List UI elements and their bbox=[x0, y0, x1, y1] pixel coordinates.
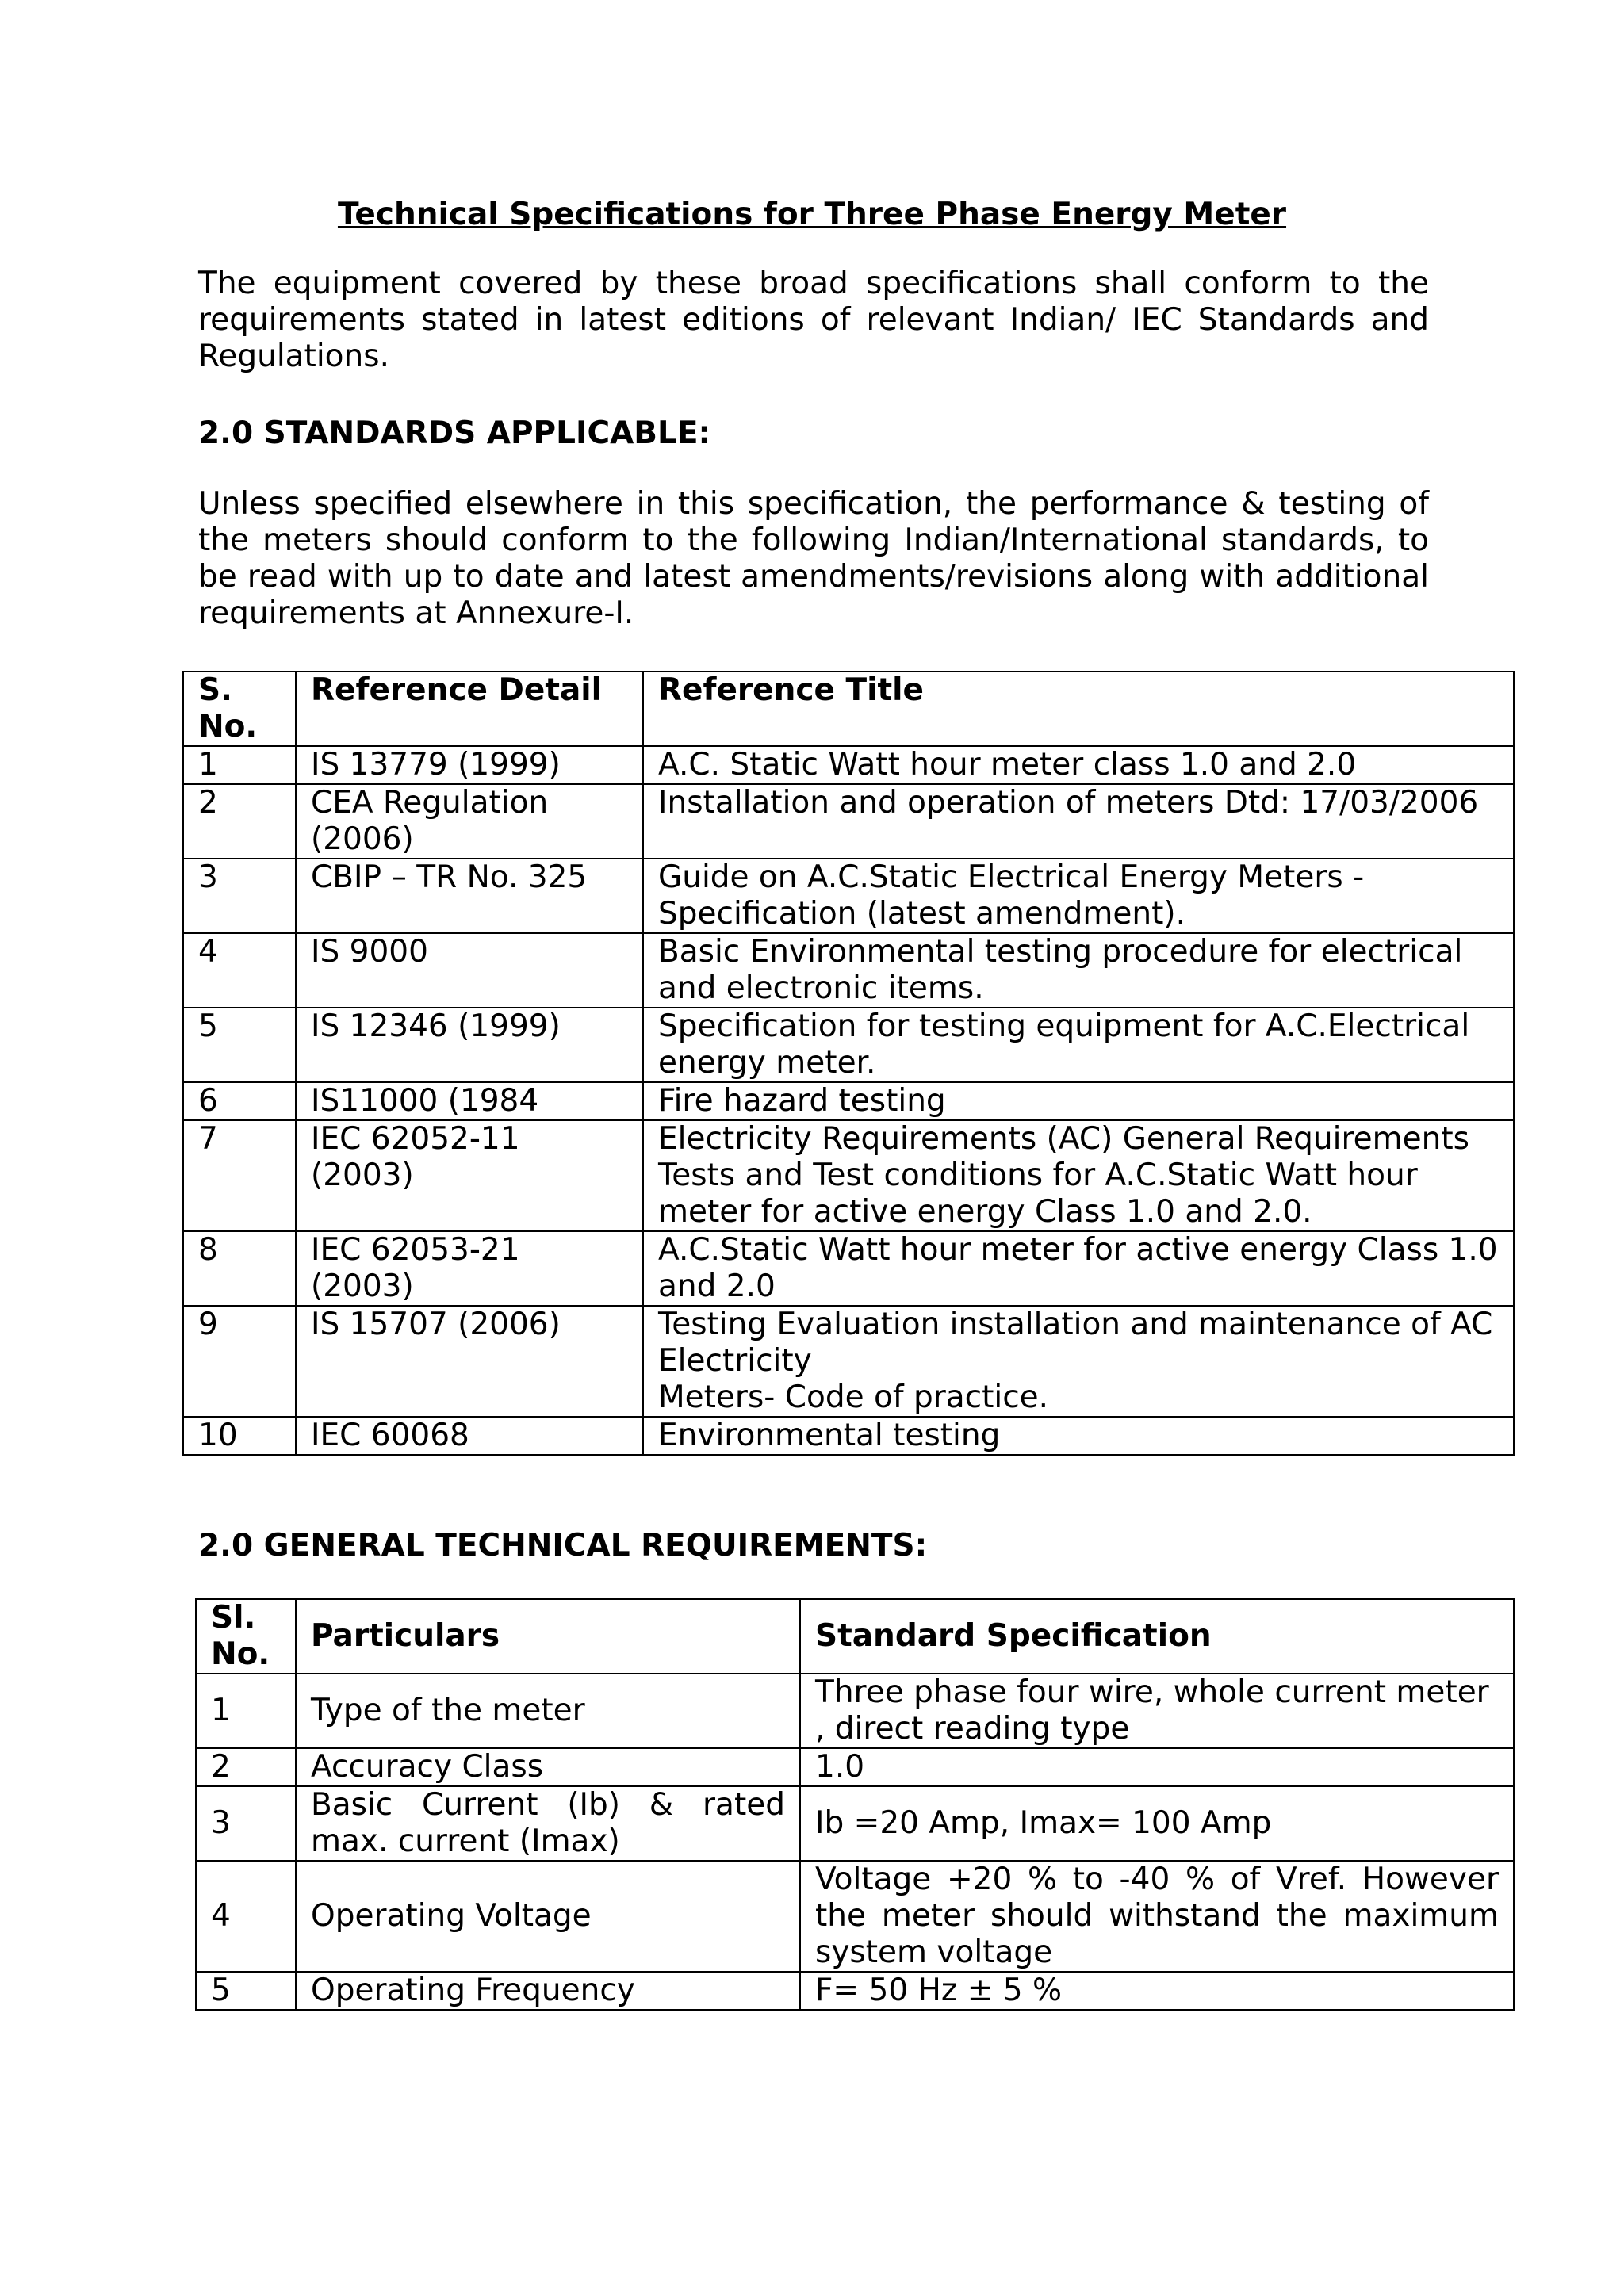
cell-standard-specification: Three phase four wire, whole current meter , direct reading type bbox=[800, 1674, 1514, 1748]
intro-paragraph: The equipment covered by these broad specifications shall conform to the requirements stated in latest editions of relevant Indian/ IEC Standards and Regulations. bbox=[198, 266, 1429, 374]
cell-reference-title: Environmental testing bbox=[643, 1417, 1514, 1455]
table-row bbox=[183, 1231, 1514, 1306]
cell-reference-title: Installation and operation of meters Dtd: 17/03/2006 bbox=[643, 784, 1514, 859]
cell-sl-no: 4 bbox=[196, 1861, 296, 1972]
header-reference-title: Reference Title bbox=[643, 672, 1514, 746]
header-reference-detail: Reference Detail bbox=[296, 672, 643, 746]
cell-sl-no: 1 bbox=[196, 1674, 296, 1748]
cell-particulars: Basic Current (Ib) & rated max. current (Imax) bbox=[296, 1786, 800, 1861]
cell-reference-title: Fire hazard testing bbox=[643, 1082, 1514, 1120]
cell-standard-specification: 1.0 bbox=[800, 1748, 1514, 1786]
table-row bbox=[196, 1674, 1514, 1748]
cell-s-no: 10 bbox=[183, 1417, 296, 1455]
header-s-no: S. No. bbox=[183, 672, 296, 746]
cell-sl-no: 5 bbox=[196, 1972, 296, 2010]
cell-reference-detail: IS 12346 (1999) bbox=[296, 1008, 643, 1082]
cell-s-no: 9 bbox=[183, 1306, 296, 1417]
cell-particulars: Type of the meter bbox=[296, 1674, 800, 1748]
cell-reference-detail: IS 9000 bbox=[296, 933, 643, 1008]
general-requirements-heading: 2.0 GENERAL TECHNICAL REQUIREMENTS: bbox=[198, 1528, 928, 1563]
cell-sl-no: 2 bbox=[196, 1748, 296, 1786]
cell-reference-detail: CEA Regulation (2006) bbox=[296, 784, 643, 859]
table-header-row bbox=[196, 1599, 1514, 1674]
table-row bbox=[196, 1748, 1514, 1786]
table-row bbox=[183, 784, 1514, 859]
cell-particulars: Operating Voltage bbox=[296, 1861, 800, 1972]
table-row bbox=[196, 1972, 1514, 2010]
header-particulars: Particulars bbox=[296, 1599, 800, 1674]
cell-reference-detail: IS11000 (1984 bbox=[296, 1082, 643, 1120]
table-row bbox=[183, 1120, 1514, 1231]
table-row bbox=[183, 859, 1514, 933]
standards-paragraph: Unless specified elsewhere in this specification, the performance & testing of the meters should conform to the following Indian/International standards, to be read with up to date and latest amendments/revisions along with additional requirements at Annexure-I. bbox=[198, 486, 1429, 631]
cell-reference-detail: IEC 60068 bbox=[296, 1417, 643, 1455]
cell-reference-title: A.C. Static Watt hour meter class 1.0 and 2.0 bbox=[643, 746, 1514, 784]
cell-reference-title: Testing Evaluation installation and maintenance of AC Electricity Meters- Code of practice. bbox=[643, 1306, 1514, 1417]
cell-reference-detail: CBIP – TR No. 325 bbox=[296, 859, 643, 933]
cell-sl-no: 3 bbox=[196, 1786, 296, 1861]
cell-s-no: 6 bbox=[183, 1082, 296, 1120]
reference-standards-table bbox=[182, 671, 1515, 1456]
cell-reference-title: Specification for testing equipment for A.C.Electrical energy meter. bbox=[643, 1008, 1514, 1082]
table-row bbox=[196, 1861, 1514, 1972]
standards-heading: 2.0 STANDARDS APPLICABLE: bbox=[198, 415, 711, 451]
cell-s-no: 3 bbox=[183, 859, 296, 933]
cell-standard-specification: Voltage +20 % to -40 % of Vref. However the meter should withstand the maximum system voltage bbox=[800, 1861, 1514, 1972]
cell-s-no: 4 bbox=[183, 933, 296, 1008]
general-requirements-table bbox=[195, 1598, 1515, 2011]
cell-s-no: 2 bbox=[183, 784, 296, 859]
table-row bbox=[183, 746, 1514, 784]
cell-s-no: 8 bbox=[183, 1231, 296, 1306]
table-header-row bbox=[183, 672, 1514, 746]
cell-reference-title: Basic Environmental testing procedure for electrical and electronic items. bbox=[643, 933, 1514, 1008]
table-row bbox=[183, 1306, 1514, 1417]
cell-reference-detail: IEC 62053-21 (2003) bbox=[296, 1231, 643, 1306]
cell-standard-specification: F= 50 Hz ± 5 % bbox=[800, 1972, 1514, 2010]
header-sl-no: Sl. No. bbox=[196, 1599, 296, 1674]
table-row bbox=[196, 1786, 1514, 1861]
table-row bbox=[183, 1417, 1514, 1455]
cell-reference-title: Electricity Requirements (AC) General Requirements Tests and Test conditions for A.C.Static Watt hour meter for active energy Class 1.0 and 2.0. bbox=[643, 1120, 1514, 1231]
cell-s-no: 7 bbox=[183, 1120, 296, 1231]
cell-s-no: 5 bbox=[183, 1008, 296, 1082]
cell-reference-detail: IS 13779 (1999) bbox=[296, 746, 643, 784]
cell-particulars: Operating Frequency bbox=[296, 1972, 800, 2010]
cell-standard-specification: Ib =20 Amp, Imax= 100 Amp bbox=[800, 1786, 1514, 1861]
header-standard-specification: Standard Specification bbox=[800, 1599, 1514, 1674]
cell-reference-detail: IS 15707 (2006) bbox=[296, 1306, 643, 1417]
cell-particulars: Accuracy Class bbox=[296, 1748, 800, 1786]
table-row bbox=[183, 933, 1514, 1008]
cell-reference-detail: IEC 62052-11 (2003) bbox=[296, 1120, 643, 1231]
cell-reference-title: A.C.Static Watt hour meter for active energy Class 1.0 and 2.0 bbox=[643, 1231, 1514, 1306]
document-title: Technical Specifications for Three Phase Energy Meter bbox=[337, 197, 1287, 232]
cell-s-no: 1 bbox=[183, 746, 296, 784]
table-row bbox=[183, 1082, 1514, 1120]
cell-reference-title: Guide on A.C.Static Electrical Energy Meters - Specification (latest amendment). bbox=[643, 859, 1514, 933]
table-row bbox=[183, 1008, 1514, 1082]
